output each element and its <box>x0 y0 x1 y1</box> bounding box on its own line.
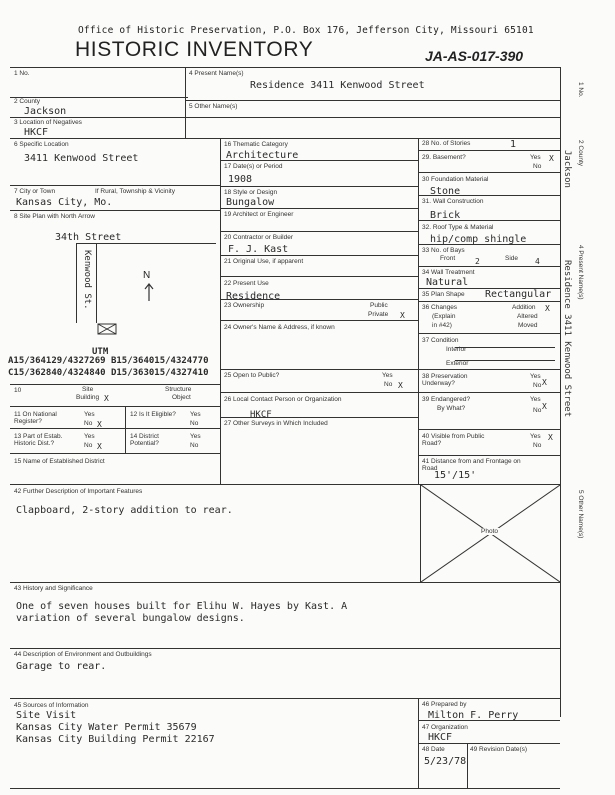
inventory-code: JA-AS-017-390 <box>425 48 524 64</box>
preservation-label: 38 Preservation Underway? <box>422 373 468 387</box>
part-district-yes: Yes <box>84 433 95 440</box>
visible-label: 40 Visible from Public Road? <box>422 433 485 447</box>
part-district-no: No <box>84 442 93 449</box>
plan-shape-label: 35 Plan Shape <box>422 291 465 298</box>
foundation-value: Stone <box>430 186 461 197</box>
thematic-label: 16 Thematic Category <box>224 141 288 148</box>
organization-value: HKCF <box>428 732 453 743</box>
condition-interior: Interior <box>446 346 467 353</box>
margin-county-value: Jackson <box>562 150 572 188</box>
district-potential-label: 14 District Potential? <box>130 433 159 447</box>
endangered-label: 39 Endangered? <box>422 396 471 403</box>
local-contact-label: 26 Local Contact Person or Organization <box>224 396 342 403</box>
object-option: Object <box>172 394 191 401</box>
basement-yes: Yes <box>530 154 541 161</box>
thematic-value: Architecture <box>226 150 299 161</box>
style-value: Bungalow <box>226 197 275 208</box>
photo-placeholder <box>421 485 560 587</box>
condition-label: 37 Condition <box>422 337 459 344</box>
basement-label: 29. Basement? <box>422 154 466 161</box>
sources-line-3: Kansas City Building Permit 22167 <box>16 734 215 745</box>
site-number: 10 <box>14 387 22 394</box>
district-name-label: 15 Name of Established District <box>14 458 105 465</box>
county-label: 2 County <box>14 98 41 105</box>
roof-value: hip/comp shingle <box>430 234 527 245</box>
foundation-label: 30 Foundation Material <box>422 176 489 183</box>
preservation-no: No <box>533 382 542 389</box>
wall-value: Brick <box>430 210 461 221</box>
site-option: Site <box>82 386 94 393</box>
other-surveys-label: 27 Other Surveys in Which Included <box>224 420 328 427</box>
contractor-value: F. J. Kast <box>228 244 289 255</box>
visible-no: No <box>533 442 542 449</box>
endangered-by-what: By What? <box>437 405 466 412</box>
bays-front: Front <box>440 255 456 262</box>
date-label: 48 Date <box>422 746 445 753</box>
environment-label: 44 Description of Environment and Outbuildings <box>14 651 152 658</box>
building-marker-icon <box>97 322 117 340</box>
present-use-label: 22 Present Use <box>224 280 269 287</box>
city-label: 7 City or Town <box>14 188 56 195</box>
description-label: 42 Further Description of Important Features <box>14 488 143 495</box>
photo-label: Photo <box>481 528 498 535</box>
revision-label: 49 Revision Date(s) <box>470 746 528 753</box>
district-potential-no: No <box>190 442 199 449</box>
endangered-no: No <box>533 407 542 414</box>
visible-yes: Yes <box>530 433 541 440</box>
sources-label: 45 Sources of Information <box>14 702 89 709</box>
present-names-label: 4 Present Name(s) <box>189 70 244 77</box>
bays-front-value: 2 <box>475 257 480 266</box>
ownership-label: 23 Ownership <box>224 302 265 309</box>
national-register-label: 11 On National Register? <box>14 411 57 425</box>
utm-line-1: A15/364129/4327269 B15/364015/4324770 <box>8 356 209 366</box>
sources-line-2: Kansas City Water Permit 35679 <box>16 722 197 733</box>
eligible-label: 12 Is It Eligible? <box>130 411 176 418</box>
prepared-by-value: Milton F. Perry <box>428 710 519 721</box>
county-value: Jackson <box>24 106 67 117</box>
utm-line-2: C15/362840/4324840 D15/363015/4327410 <box>8 368 209 378</box>
stories-value: 1 <box>510 139 517 150</box>
changes-mark: X <box>545 304 550 313</box>
endangered-mark: X <box>542 402 547 411</box>
part-district-label: 13 Part of Estab. Historic Dist.? <box>14 433 63 447</box>
page-title: HISTORIC INVENTORY <box>75 38 314 61</box>
dates-label: 17 Date(s) or Period <box>224 163 283 170</box>
margin-no: 1 No. <box>577 82 584 98</box>
history-line-2: variation of several bungalow designs. <box>16 613 245 624</box>
margin-other-names: 5 Other Name(s) <box>577 490 584 539</box>
building-option: Building <box>76 394 100 401</box>
national-register-no: No <box>84 420 93 427</box>
wall-treatment-value: Natural <box>426 277 469 288</box>
contractor-label: 20 Contractor or Builder <box>224 234 294 241</box>
plan-shape-value: Rectangular <box>485 289 552 300</box>
utm-label: UTM <box>92 347 109 357</box>
ownership-mark: X <box>400 311 405 320</box>
city-rural-label: If Rural, Township & Vicinity <box>95 188 175 195</box>
part-district-mark: X <box>97 442 102 451</box>
district-potential-yes: Yes <box>190 433 201 440</box>
site-plan-label: 8 Site Plan with North Arrow <box>14 213 95 220</box>
city-value: Kansas City, Mo. <box>16 197 113 208</box>
endangered-yes: Yes <box>530 396 541 403</box>
open-public-no: No <box>384 381 393 388</box>
history-label: 43 History and Significance <box>14 585 93 592</box>
organization-label: 47 Organization <box>422 724 468 731</box>
changes-label: 36 Changes <box>422 304 458 311</box>
sources-line-1: Site Visit <box>16 710 77 721</box>
preservation-yes: Yes <box>530 373 541 380</box>
bays-side-value: 4 <box>535 257 540 266</box>
open-public-label: 25 Open to Public? <box>224 372 280 379</box>
environment-value: Garage to rear. <box>16 661 107 672</box>
roof-label: 32. Roof Type & Material <box>422 224 494 231</box>
north-label: N <box>143 270 151 281</box>
other-names-label: 5 Other Name(s) <box>189 103 238 110</box>
visible-mark: X <box>548 433 553 442</box>
open-public-yes: Yes <box>382 372 393 379</box>
changes-in42: in #42) <box>432 322 452 329</box>
preservation-mark: X <box>542 378 547 387</box>
local-contact-value: HKCF <box>250 410 272 420</box>
changes-moved: Moved <box>518 322 538 329</box>
present-names-value: Residence 3411 Kenwood Street <box>250 80 425 91</box>
north-arrow-icon <box>144 282 154 307</box>
changes-altered: Altered <box>517 313 538 320</box>
description-value: Clapboard, 2-story addition to rear. <box>16 505 233 516</box>
distance-value: 15'/15' <box>434 470 477 481</box>
specific-location-value: 3411 Kenwood Street <box>24 153 139 164</box>
eligible-no: No <box>190 420 199 427</box>
architect-label: 19 Architect or Engineer <box>224 211 294 218</box>
basement-no: No <box>533 163 542 170</box>
prepared-by-label: 46 Prepared by <box>422 701 467 708</box>
eligible-yes: Yes <box>190 411 201 418</box>
condition-exterior: Exterior <box>446 360 469 367</box>
owner-label: 24 Owner's Name & Address, if known <box>224 324 335 331</box>
margin-present-value: Residence 3411 Kenwood Street <box>562 260 572 418</box>
national-register-mark: X <box>97 420 102 429</box>
site-plan-avenue: Kenwood St. <box>82 250 92 310</box>
building-mark: X <box>104 394 109 403</box>
site-plan-street: 34th Street <box>55 232 122 243</box>
negatives-label: 3 Location of Negatives <box>14 119 82 126</box>
wall-treatment-label: 34 Wall Treatment <box>422 269 475 276</box>
margin-present-names: 4 Present Name(s) <box>577 245 584 300</box>
ownership-private: Private <box>368 311 389 318</box>
present-use-value: Residence <box>226 291 281 302</box>
stories-label: 28 No. of Stories <box>422 140 471 147</box>
dates-value: 1908 <box>228 174 253 185</box>
no-label: 1 No. <box>14 70 30 77</box>
wall-label: 31. Wall Construction <box>422 198 484 205</box>
date-value: 5/23/78 <box>424 756 467 767</box>
specific-location-label: 6 Specific Location <box>14 141 69 148</box>
office-address: Office of Historic Preservation, P.O. Box 176, Jefferson City, Missouri 65101 <box>78 25 534 36</box>
style-label: 18 Style or Design <box>224 189 278 196</box>
margin-county: 2 County <box>577 140 584 167</box>
structure-option: Structure <box>165 386 192 393</box>
open-public-mark: X <box>398 381 403 390</box>
history-line-1: One of seven houses built for Elihu W. Hayes by Kast. A <box>16 601 348 612</box>
national-register-yes: Yes <box>84 411 95 418</box>
changes-explain: (Explain <box>432 313 456 320</box>
negatives-value: HKCF <box>24 127 49 138</box>
bays-label: 33 No. of Bays <box>422 247 465 254</box>
ownership-public: Public <box>370 302 388 309</box>
distance-label: 41 Distance from and Frontage on Road <box>422 458 521 472</box>
bays-side: Side <box>505 255 519 262</box>
changes-addition: Addition <box>512 304 536 311</box>
basement-mark: X <box>549 154 554 163</box>
original-use-label: 21 Original Use, if apparent <box>224 258 304 265</box>
